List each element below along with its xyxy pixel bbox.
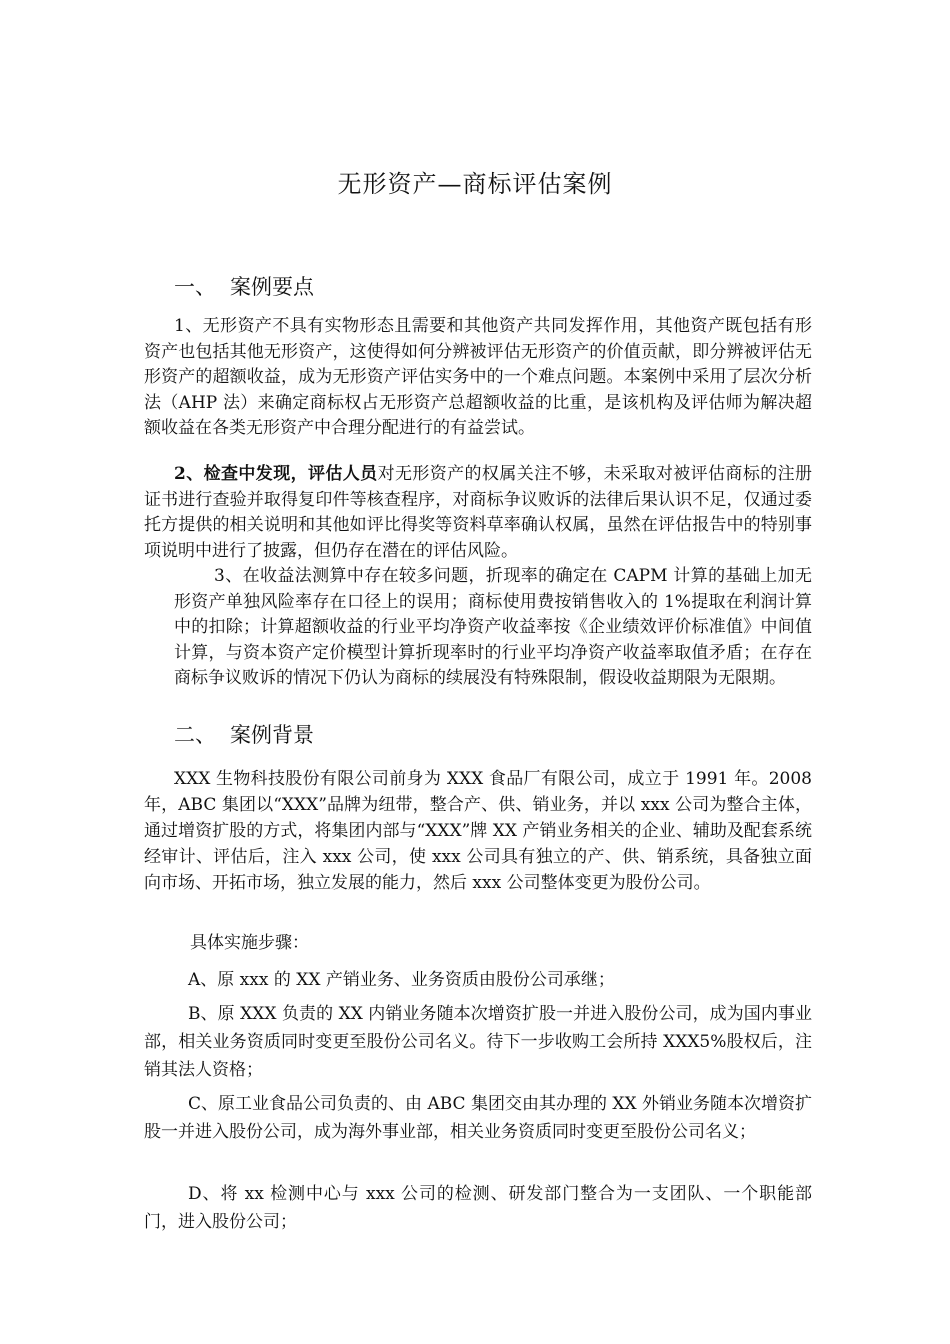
section-heading-2 [174,720,314,750]
section-label: 案例背景 [230,723,314,747]
section-number: 一、 [174,275,216,299]
paragraph-point-2-text: 对无形资产的权属关注不够，未采取对被评估商标的注册证书进行查验并取得复印件等核查程序，对商标争议败诉的法律后果认识不足，仅通过委托方提供的相关说明和其他如评比得奖等资料草率确认权属，虽然在评估报告中的特别事项说明中进行了披露，但仍存在潜在的评估风险。 [144,464,813,561]
section-label: 案例要点 [230,275,314,299]
paragraph-background: XXX 生物科技股份有限公司前身为 XXX 食品厂有限公司，成立于 1991 年。2008 年，ABC 集团以“XXX”品牌为纽带，整合产、供、销业务，并以 xxx 公司为整合主体，通过增资扩股的方式，将集团内部与“XXX”牌 XX 产销业务相关的企业、辅助及配套系统经审计、评估后，注入 xxx 公司，使 xxx 公司具有独立的产、供、销系统，具备独立面向市场、开拓市场，独立发展的能力，然后 xxx 公司整体变更为股份公司。 [144,769,812,893]
document-title: 无形资产—商标评估案例 [337,170,613,198]
step-c: C、原工业食品公司负责的、由 ABC 集团交由其办理的 XX 外销业务随本次增资扩股一并进入股份公司，成为海外事业部，相关业务资质同时变更至股份公司名义； [144,1094,812,1142]
step-a: A、原 xxx 的 XX 产销业务、业务资质由股份公司承继； [188,970,615,990]
step-b: B、原 XXX 负责的 XX 内销业务随本次增资扩股一并进入股份公司，成为国内事业部，相关业务资质同时变更至股份公司名义。待下一步收购工会所持 XXX5%股权后，注销其法人资格； [144,1004,812,1080]
steps-label: 具体实施步骤： [190,933,309,953]
paragraph-point-2-bold: 2、检查中发现，评估人员 [174,464,378,484]
paragraph-point-1: 1、无形资产不具有实物形态且需要和其他资产共同发挥作用，其他资产既包括有形资产也包括其他无形资产，这使得如何分辨被评估无形资产的价值贡献，即分辨被评估无形资产的超额收益，成为无形资产评估实务中的一个难点问题。本案例中采用了层次分析法（AHP 法）来确定商标权占无形资产总超额收益的比重，是该机构及评估师为解决超额收益在各类无形资产中合理分配进行的有益尝试。 [144,316,812,438]
step-d: D、将 xx 检测中心与 xxx 公司的检测、研发部门整合为一支团队、一个职能部门，进入股份公司； [144,1184,812,1232]
paragraph-point-2 [144,462,812,564]
section-number: 二、 [174,723,216,747]
paragraph-point-3: 3、在收益法测算中存在较多问题，折现率的确定在 CAPM 计算的基础上加无形资产单独风险率存在口径上的误用；商标使用费按销售收入的 1%提取在利润计算中的扣除；计算超额收益的行业平均净资产收益率按《企业绩效评价标准值》中间值计算，与资本资产定价模型计算折现率时的行业平均净资产收益率取值矛盾；在存在商标争议败诉的情况下仍认为商标的续展没有特殊限制，假设收益期限为无限期。 [174,566,812,688]
section-heading-1 [174,272,314,302]
